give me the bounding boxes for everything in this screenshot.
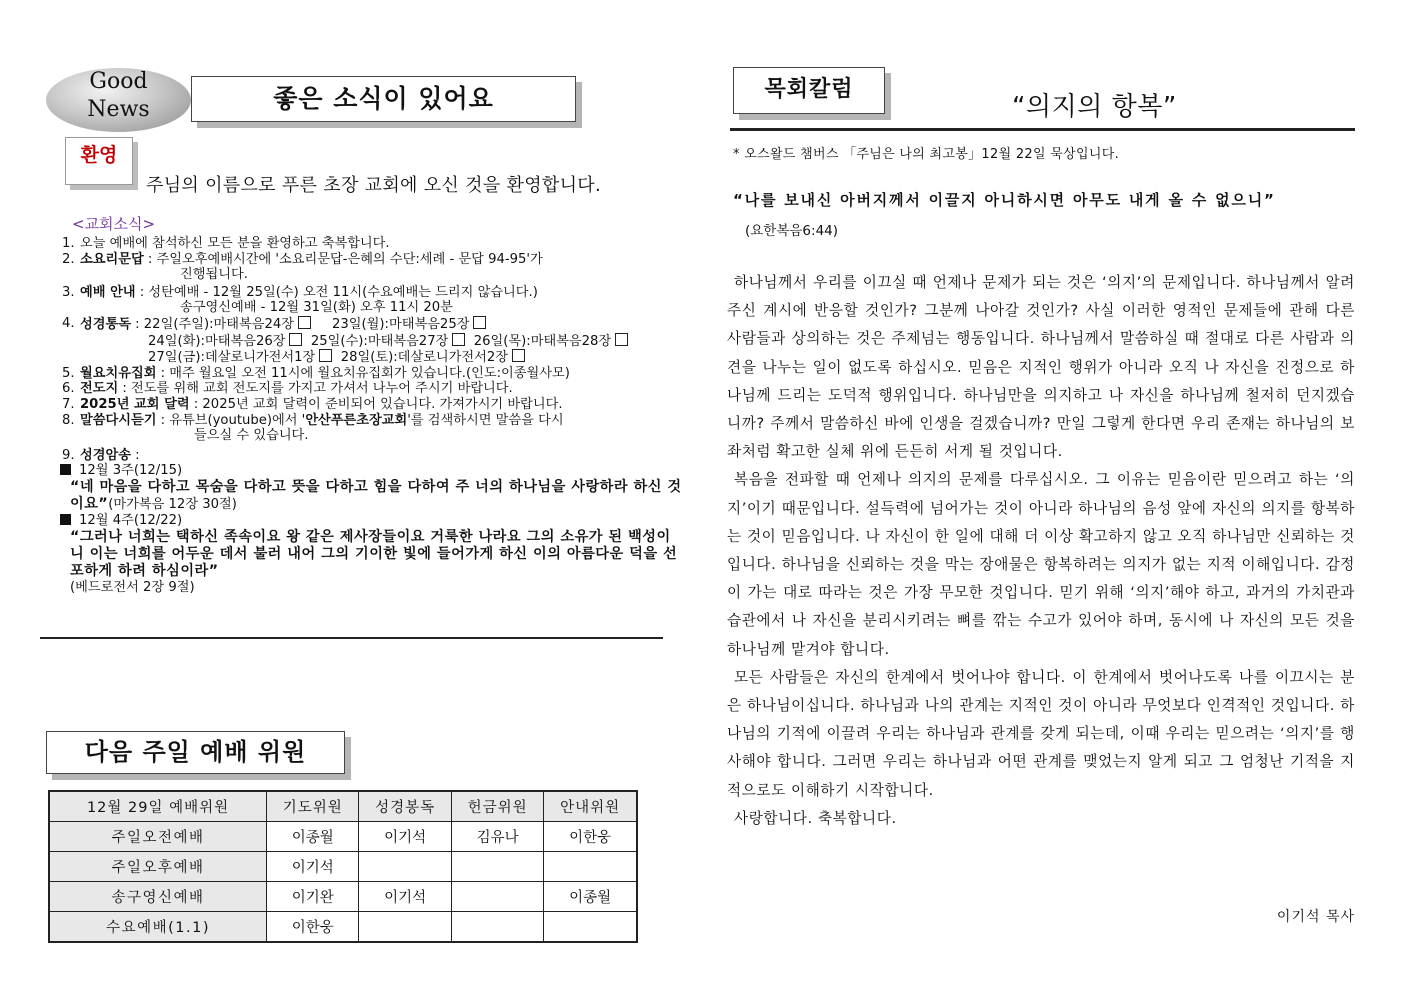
news-item-9: 9. 성경암송 : [62, 447, 140, 463]
news-item-4: 4. 성경통독 : 22일(주일):마태복음24장 23일(월):마태복음25장 24일(화):마태복음26장 25일(수):마태복음27장 26일(목):마태복음28장 27일(금):데살로니가전서1장 28일(토):데살로니가전서2장 [62, 316, 682, 366]
square-bullet-icon [60, 514, 71, 525]
table-cell [451, 882, 543, 912]
column-subtitle: “의지의 항복” [1012, 92, 1177, 122]
table-row [49, 912, 637, 943]
table-cell [359, 912, 451, 943]
key-verse: “나를 보내신 아버지께서 이끌지 아니하시면 아무도 내게 올 수 없으니” [733, 191, 1276, 209]
news-item-6: 6. 전도지 : 전도를 위해 교회 전도지를 가지고 가셔서 나누어 주시기 바랍니다. [62, 381, 513, 397]
welcome-message: 주님의 이름으로 푸른 초장 교회에 오신 것을 환영합니다. [146, 175, 601, 196]
table-cell: 이기완 [267, 882, 359, 912]
column-divider [730, 128, 1355, 131]
table-header-cell: 성경봉독 [359, 791, 451, 822]
worship-duty-table [48, 790, 638, 943]
table-cell: 이기석 [359, 882, 451, 912]
table-cell [544, 912, 637, 943]
square-bullet-icon [60, 464, 71, 475]
pastor-column-title: 목회칼럼 [733, 67, 885, 114]
row-label: 수요예배(1.1) [49, 912, 267, 943]
table-header-row [49, 791, 637, 822]
table-header-cell: 안내위원 [544, 791, 637, 822]
news-section-title: 좋은 소식이 있어요 [191, 76, 576, 122]
column-paragraph: 모든 사람들은 자신의 한계에서 벗어나야 합니다. 이 한계에서 벗어나도록 나를 이끄시는 분은 하나님이십니다. 하나님과 나의 관계는 지적인 것이 아니라 무엇보다 인격적인 것입니다. 하나님의 기적에 이끌려 우리는 하나님과 관계를 갖게 되는데, 이때 우리는 믿으려는 ‘의지’를 행사해야 합니다. 그러면 우리는 하나님과 어떤 관계를 맺었는지 알게 되고 그 엄청난 기적을 지적으로도 이해하기 시작합니다. [727, 668, 1355, 799]
column-paragraph: 사랑합니다. 축복합니다. [734, 809, 897, 827]
table-header-cell: 헌금위원 [451, 791, 543, 822]
source-note: * 오스왈드 챔버스 「주님은 나의 최고봉」12월 22일 묵상입니다. [733, 147, 1120, 162]
table-header-cell: 12월 29일 예배위원 [49, 791, 267, 822]
news-item-8: 8. 말씀다시듣기 : 유튜브(youtube)에서 '안산푸른초장교회'를 검색하시면 말씀을 다시 들으실 수 있습니다. [62, 412, 564, 444]
column-body [727, 269, 1355, 833]
section-divider [40, 637, 663, 639]
table-row [49, 852, 637, 882]
checkbox-icon [289, 333, 302, 346]
table-cell [451, 912, 543, 943]
memory-verse-week1: 12월 3주(12/15) “네 마음을 다하고 목숨을 다하고 뜻을 다하고 힘을 다하여 주 너의 하나님을 사랑하라 하신 것이요”(마가복음 12장 30절) [60, 463, 682, 513]
row-label: 주일오전예배 [49, 822, 267, 852]
table-cell: 이한웅 [544, 822, 637, 852]
table-cell [544, 852, 637, 882]
checkbox-icon [452, 333, 465, 346]
table-row [49, 882, 637, 912]
logo-line1: Good [89, 69, 148, 94]
news-item-5: 5. 월요치유집회 : 매주 월요일 오전 11시에 월요치유집회가 있습니다.(인도:이종월사모) [62, 365, 570, 381]
column-paragraph: 하나님께서 우리를 이끄실 때 언제나 문제가 되는 것은 ‘의지’의 문제입니다. 하나님께서 알려주신 계시에 반응할 것인가? 그분께 나아갈 것인가? 사실 이러한 영적인 문제들에 관해 다른 사람들과 상의하는 것은 주제넘는 행동입니다. 하나님께서 말씀하실 때 절대로 다른 사람과 의견을 나누는 일이 없도록 하십시오. 믿음은 지적인 행위가 아니라 오직 나 자신을 진정으로 하나님께 드리는 도덕적 행위입니다. 하나님만을 의지하고 나 자신을 하나님께 철저히 던지겠습니까? 주께서 말씀하신 바에 인생을 걸겠습니까? 만일 그렇게 한다면 우리 존재는 하나님의 보좌처럼 확고한 실체 위에 든든히 서게 될 것입니다. [727, 274, 1355, 461]
table-cell [451, 852, 543, 882]
row-label: 주일오후예배 [49, 852, 267, 882]
checkbox-icon [298, 316, 311, 329]
memory-verse-week2: 12월 4주(12/22) “그러나 너희는 택하신 족속이요 왕 같은 제사장들이요 거룩한 나라요 그의 소유가 된 백성이니 이는 너희를 어두운 데서 불러 내어 그의 기이한 빛에 들어가게 하신 이의 아름다운 덕을 선포하게 하려 하심이라” (베드로전서 2장 9절) [60, 513, 682, 595]
news-item-7: 7. 2025년 교회 달력 : 2025년 교회 달력이 준비되어 있습니다. 가져가시기 바랍니다. [62, 396, 563, 412]
table-row [49, 822, 637, 852]
table-cell: 이한웅 [267, 912, 359, 943]
column-paragraph: 복음을 전파할 때 언제나 의지의 문제를 다루십시오. 그 이유는 믿음이란 믿으려고 하는 ‘의지’이기 때문입니다. 설득력에 넘어가는 것이 아니라 하나님의 음성 앞에 자신의 의지를 항복하는 것이 믿음입니다. 나 자신이 한 일에 대해 더 이상 확고하지 않고 오직 하나님만 신뢰하는 것입니다. 하나님을 신뢰하는 것을 막는 장애물은 항복하려는 의지가 없는 지적 이해입니다. 감정이 가는 대로 따라는 것은 가장 무모한 것입니다. 믿기 위해 ‘의지’해야 하고, 과거의 가치관과 습관에서 나 자신을 분리시키려는 뼈를 깎는 수고가 있어야 하며, 동시에 나 자신의 모든 것을 하나님께 맡겨야 합니다. [727, 471, 1355, 658]
logo-line2: News [87, 97, 150, 122]
worship-duty-title: 다음 주일 예배 위원 [46, 731, 345, 774]
checkbox-icon [473, 316, 486, 329]
table-cell: 이기석 [267, 852, 359, 882]
table-cell: 이종월 [267, 822, 359, 852]
checkbox-icon [512, 349, 525, 362]
church-news-heading: <교회소식> [72, 215, 156, 233]
good-news-logo [46, 68, 191, 132]
news-item-1: 1. 오늘 예배에 참석하신 모든 분을 환영하고 축복합니다. [62, 236, 390, 251]
row-label: 송구영신예배 [49, 882, 267, 912]
table-cell: 이종월 [544, 882, 637, 912]
church-news-list [62, 236, 682, 595]
table-header-cell: 기도위원 [267, 791, 359, 822]
table-cell: 이기석 [359, 822, 451, 852]
author-signature: 이기석 목사 [1276, 909, 1355, 925]
key-verse-reference: (요한복음6:44) [745, 223, 839, 239]
table-cell: 김유나 [451, 822, 543, 852]
checkbox-icon [615, 333, 628, 346]
news-item-2: 2. 소요리문답 : 주일오후예배시간에 '소요리문답-은혜의 수단:세례 - 문답 94-95'가 진행됩니다. [62, 251, 543, 283]
checkbox-icon [319, 349, 332, 362]
news-item-3: 3. 예배 안내 : 성탄예배 - 12월 25일(수) 오전 11시(수요예배는 드리지 않습니다.) 송구영신예배 - 12월 31일(화) 오후 11시 20분 [62, 284, 538, 316]
table-cell [359, 852, 451, 882]
welcome-badge: 환영 [65, 137, 133, 185]
